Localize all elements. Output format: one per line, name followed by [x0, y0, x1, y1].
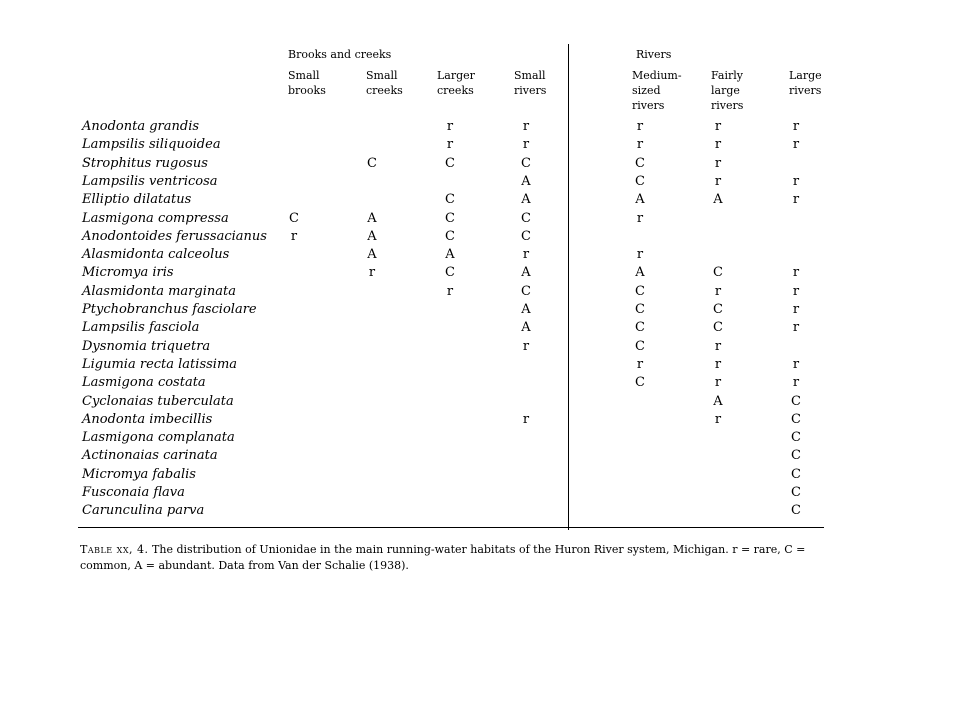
table-row: [0, 173, 960, 191]
abundance-cell: C: [445, 192, 455, 208]
abundance-cell: C: [635, 155, 645, 171]
abundance-cell: A: [445, 247, 455, 263]
abundance-cell: C: [521, 210, 531, 226]
abundance-cell: r: [714, 283, 722, 299]
species-name: Micromya fabalis: [82, 466, 196, 482]
species-name: Fusconaia flava: [82, 485, 185, 500]
abundance-cell: C: [713, 302, 723, 317]
species-name: Micromya iris: [82, 265, 174, 281]
species-name: Anodonta grandis: [82, 119, 200, 134]
column-header-larger-creeks: Larger creeks: [437, 69, 475, 97]
abundance-cell: C: [521, 228, 531, 244]
abundance-cell: C: [445, 228, 455, 244]
species-name: Lampsilis ventricosa: [82, 173, 218, 189]
abundance-cell: r: [446, 119, 454, 134]
table-row: [0, 356, 960, 374]
table-row: [0, 155, 960, 173]
abundance-cell: A: [367, 247, 377, 263]
abundance-cell: A: [635, 192, 645, 208]
caption-lead: Table xx, 4.: [80, 543, 149, 556]
table-row: [0, 319, 960, 337]
abundance-cell: r: [714, 155, 722, 171]
abundance-cell: A: [521, 265, 531, 281]
species-name: Lasmigona complanata: [82, 430, 235, 446]
species-name: Alasmidonta marginata: [82, 283, 236, 299]
abundance-cell: r: [792, 375, 800, 391]
species-name: Alasmidonta calceolus: [82, 247, 230, 263]
abundance-cell: C: [635, 338, 645, 354]
abundance-cell: r: [636, 119, 644, 134]
abundance-cell: r: [792, 173, 800, 189]
column-header-small-brooks: Small brooks: [288, 69, 326, 97]
abundance-cell: C: [791, 466, 801, 482]
abundance-cell: r: [368, 265, 376, 281]
abundance-cell: A: [713, 393, 723, 409]
table-row: [0, 484, 960, 502]
abundance-cell: C: [635, 302, 645, 317]
group-title-rivers: Rivers: [636, 48, 672, 61]
abundance-cell: r: [522, 338, 530, 354]
abundance-cell: A: [521, 192, 531, 208]
table-row: [0, 210, 960, 228]
species-name: Elliptio dilatatus: [82, 192, 192, 208]
species-name: Strophitus rugosus: [82, 155, 208, 171]
abundance-cell: A: [635, 265, 645, 281]
abundance-cell: C: [635, 173, 645, 189]
species-name: Lasmigona costata: [82, 375, 206, 391]
abundance-cell: r: [714, 137, 722, 153]
table-row: [0, 228, 960, 246]
abundance-cell: r: [636, 137, 644, 153]
abundance-cell: r: [636, 356, 644, 372]
abundance-cell: r: [636, 210, 644, 226]
abundance-cell: r: [522, 119, 530, 134]
table-row: [0, 283, 960, 301]
abundance-cell: C: [791, 485, 801, 500]
species-name: Carunculina parva: [82, 503, 205, 519]
abundance-cell: C: [791, 411, 801, 427]
table-bottom-rule: [78, 527, 824, 528]
abundance-cell: r: [446, 137, 454, 153]
abundance-cell: C: [635, 283, 645, 299]
abundance-cell: C: [445, 210, 455, 226]
abundance-cell: C: [445, 155, 455, 171]
abundance-cell: r: [714, 375, 722, 391]
abundance-cell: C: [289, 210, 299, 226]
abundance-cell: A: [521, 320, 531, 336]
species-name: Dysnomia triquetra: [82, 338, 211, 354]
abundance-cell: A: [367, 228, 377, 244]
table-row: [0, 338, 960, 356]
species-name: Cyclonaias tuberculata: [82, 393, 234, 409]
abundance-cell: r: [792, 265, 800, 281]
abundance-cell: C: [713, 320, 723, 336]
abundance-cell: C: [791, 430, 801, 446]
abundance-cell: r: [522, 137, 530, 153]
species-name: Actinonaias carinata: [82, 448, 218, 464]
species-name: Lampsilis fasciola: [82, 320, 200, 336]
abundance-cell: r: [714, 411, 722, 427]
column-header-small-creeks: Small creeks: [366, 69, 403, 97]
column-header-medium-rivers: Medium- sized rivers: [632, 69, 682, 112]
table-row: [0, 191, 960, 209]
abundance-cell: r: [792, 119, 800, 134]
group-title-brooks: Brooks and creeks: [288, 48, 392, 61]
abundance-cell: r: [290, 228, 298, 244]
abundance-cell: r: [792, 137, 800, 153]
table-row: [0, 246, 960, 264]
abundance-cell: C: [635, 375, 645, 391]
abundance-cell: C: [713, 265, 723, 281]
table-row: [0, 264, 960, 282]
species-name: Lasmigona compressa: [82, 210, 229, 226]
abundance-cell: r: [522, 411, 530, 427]
table-row: [0, 118, 960, 136]
column-header-large-rivers: Large rivers: [789, 69, 822, 97]
species-name: Anodonta imbecillis: [82, 411, 213, 427]
table-row: [0, 301, 960, 319]
species-name: Lampsilis siliquoidea: [82, 137, 221, 153]
abundance-cell: r: [446, 283, 454, 299]
abundance-cell: C: [521, 283, 531, 299]
table-row: [0, 411, 960, 429]
abundance-cell: C: [635, 320, 645, 336]
abundance-cell: C: [367, 155, 377, 171]
table-caption: [80, 542, 840, 574]
species-name: Ptychobranchus fasciolare: [82, 302, 257, 317]
abundance-cell: r: [714, 119, 722, 134]
abundance-cell: r: [792, 302, 800, 317]
table-row: [0, 374, 960, 392]
abundance-cell: r: [714, 338, 722, 354]
table-row: [0, 502, 960, 520]
table-row: [0, 447, 960, 465]
table-row: [0, 429, 960, 447]
abundance-cell: C: [791, 393, 801, 409]
abundance-cell: r: [636, 247, 644, 263]
table-row: [0, 136, 960, 154]
abundance-cell: r: [792, 356, 800, 372]
abundance-cell: r: [522, 247, 530, 263]
table-row: [0, 466, 960, 484]
caption-text: The distribution of Unionidae in the main running-water habitats of the Huron River system, Michigan. r = rare, C = common, A = abundant. Data from Van der Schalie (1938).: [80, 543, 806, 572]
abundance-cell: r: [792, 283, 800, 299]
abundance-cell: r: [792, 320, 800, 336]
abundance-cell: A: [713, 192, 723, 208]
column-header-fairly-large-rivers: Fairly large rivers: [711, 69, 744, 112]
abundance-cell: A: [367, 210, 377, 226]
abundance-cell: r: [714, 356, 722, 372]
abundance-cell: A: [521, 302, 531, 317]
abundance-cell: A: [521, 173, 531, 189]
table-row: [0, 393, 960, 411]
abundance-cell: C: [521, 155, 531, 171]
abundance-cell: C: [791, 448, 801, 464]
species-name: Ligumia recta latissima: [82, 356, 238, 372]
abundance-cell: r: [714, 173, 722, 189]
abundance-cell: r: [792, 192, 800, 208]
column-header-small-rivers: Small rivers: [514, 69, 547, 97]
abundance-cell: C: [791, 503, 801, 519]
abundance-cell: C: [445, 265, 455, 281]
species-name: Anodontoides ferussacianus: [82, 228, 267, 244]
